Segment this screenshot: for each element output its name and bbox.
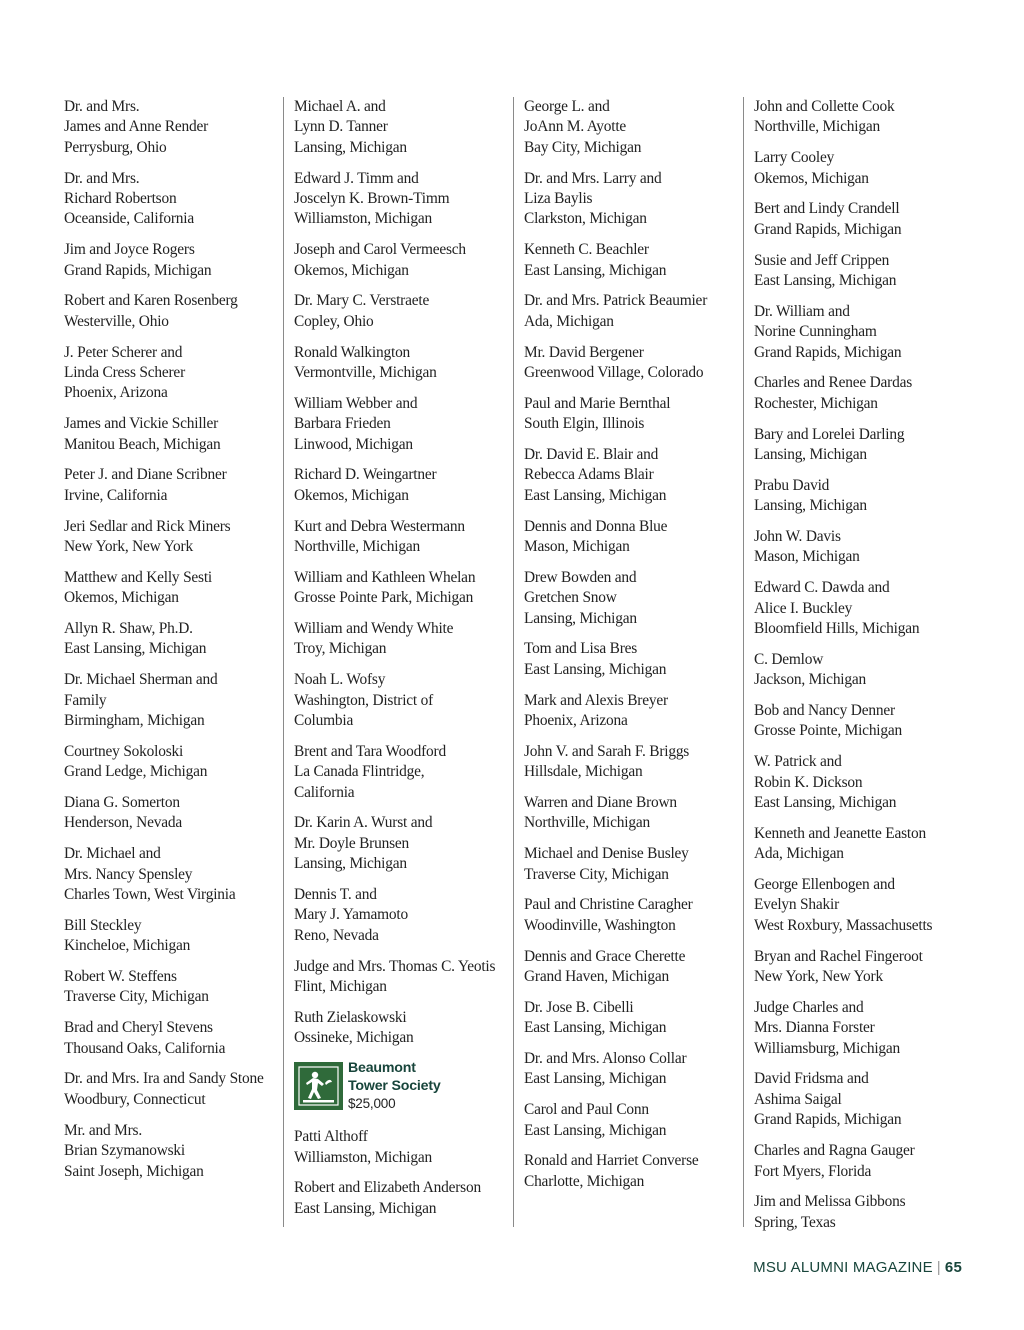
donor-entry xyxy=(64,517,278,558)
donor-entry xyxy=(524,639,738,680)
donor-entry xyxy=(524,394,738,435)
donor-name: Mrs. Dianna Forster xyxy=(754,1019,875,1037)
donor-entry xyxy=(754,1141,968,1182)
donor-entry xyxy=(294,517,508,558)
donor-name: Alice I. Buckley xyxy=(754,599,853,617)
donor-name: George L. and xyxy=(524,98,610,115)
donor-entry xyxy=(754,701,968,742)
donor-entry xyxy=(754,824,968,865)
donor-name: Brent and Tara Woodford xyxy=(294,742,446,760)
donor-name: Evelyn Shakir xyxy=(754,896,840,914)
donor-name: Dr. Michael Sherman and xyxy=(64,671,218,689)
magazine-title: MSU ALUMNI MAGAZINE xyxy=(753,1259,933,1276)
donor-entry xyxy=(524,445,738,506)
donor-name: Norine Cunningham xyxy=(754,323,877,341)
donor-entry xyxy=(294,957,508,998)
donor-location: Charlotte, Michigan xyxy=(524,1172,645,1190)
donor-entry xyxy=(524,240,738,281)
donor-name: Michael A. and xyxy=(294,98,386,115)
donor-name: William and Wendy White xyxy=(294,620,454,638)
donor-entry xyxy=(64,967,278,1008)
donor-entry xyxy=(294,465,508,506)
donor-name: Dr. Mary C. Verstraete xyxy=(294,292,430,310)
donor-location: Lansing, Michigan xyxy=(524,609,637,627)
donor-entry xyxy=(754,650,968,691)
donor-name: Allyn R. Shaw, Ph.D. xyxy=(64,620,193,638)
donor-location: East Lansing, Michigan xyxy=(294,1199,437,1217)
donor-name: Gretchen Snow xyxy=(524,589,617,607)
donor-location: Grosse Pointe, Michigan xyxy=(754,722,903,740)
donor-entry xyxy=(64,670,278,731)
donor-name: Judge Charles and xyxy=(754,998,864,1016)
donor-location: Williamsburg, Michigan xyxy=(754,1039,901,1057)
donor-location: Phoenix, Arizona xyxy=(524,712,628,730)
donor-location: Lansing, Michigan xyxy=(754,497,867,515)
donor-name: Paul and Marie Bernthal xyxy=(524,394,671,412)
donor-entry xyxy=(524,1151,738,1192)
donor-name: Dr. and Mrs. xyxy=(64,98,140,115)
donor-entry xyxy=(524,1049,738,1090)
donor-name: Mrs. Nancy Spensley xyxy=(64,865,193,883)
donor-name: Richard D. Weingartner xyxy=(294,466,437,484)
donor-location: Copley, Ohio xyxy=(294,312,374,330)
donor-location: Lansing, Michigan xyxy=(754,446,867,464)
donor-location: Linwood, Michigan xyxy=(294,435,413,453)
donor-name: Dr. and Mrs. Ira and Sandy Stone xyxy=(64,1070,264,1088)
donor-name: George Ellenbogen and xyxy=(754,876,895,894)
donor-entry xyxy=(294,169,508,230)
donor-location: Mason, Michigan xyxy=(754,548,860,566)
donor-location: Troy, Michigan xyxy=(294,640,387,658)
donor-location: Woodinville, Washington xyxy=(524,916,676,934)
donor-location: Okemos, Michigan xyxy=(294,486,409,504)
donor-name: Joscelyn K. Brown-Timm xyxy=(294,190,450,208)
donor-location: Flint, Michigan xyxy=(294,978,387,996)
donor-name: Bob and Nancy Denner xyxy=(754,702,895,720)
donor-name: Kurt and Debra Westermann xyxy=(294,517,465,535)
donor-name: Dr. Karin A. Wurst and xyxy=(294,814,433,832)
donor-name: Liza Baylis xyxy=(524,190,593,208)
donor-entry xyxy=(294,1178,508,1219)
donor-entry xyxy=(524,1100,738,1141)
donor-location: Grand Ledge, Michigan xyxy=(64,763,208,781)
donor-location: Northville, Michigan xyxy=(754,118,880,136)
donor-entry xyxy=(64,291,278,332)
donor-name: Dennis and Grace Cherette xyxy=(524,947,686,965)
donor-name: William and Kathleen Whelan xyxy=(294,568,476,586)
donor-location: Ada, Michigan xyxy=(524,312,614,330)
donor-location: Westerville, Ohio xyxy=(64,312,169,330)
donor-location: New York, New York xyxy=(64,538,193,556)
donor-column-1 xyxy=(64,97,278,1192)
donor-column-3 xyxy=(513,97,738,1227)
donor-location: Lansing, Michigan xyxy=(294,138,407,156)
donor-location: Williamston, Michigan xyxy=(294,1148,432,1166)
donor-name: Family xyxy=(64,691,107,709)
donor-name: W. Patrick and xyxy=(754,753,842,771)
donor-location: Northville, Michigan xyxy=(294,538,420,556)
donor-entry xyxy=(64,343,278,404)
donor-entry xyxy=(524,291,738,332)
donor-location: Grand Rapids, Michigan xyxy=(64,261,212,279)
donor-entry xyxy=(754,527,968,568)
donor-location: Woodbury, Connecticut xyxy=(64,1090,206,1108)
donor-entry xyxy=(294,343,508,384)
donor-entry xyxy=(64,916,278,957)
donor-name: Robert W. Steffens xyxy=(64,968,177,986)
donor-entry xyxy=(754,148,968,189)
donor-location: Bay City, Michigan xyxy=(524,138,642,156)
donor-name: Lynn D. Tanner xyxy=(294,118,388,136)
donor-name: David Fridsma and xyxy=(754,1070,869,1088)
donor-name: Larry Cooley xyxy=(754,149,835,167)
donor-name: Dennis and Donna Blue xyxy=(524,517,668,535)
donor-entry xyxy=(64,742,278,783)
donor-entry xyxy=(294,1008,508,1049)
donor-entry xyxy=(754,1069,968,1130)
donor-name: Peter J. and Diane Scribner xyxy=(64,466,227,484)
society-name-line-2: Tower Society xyxy=(348,1078,441,1095)
donor-location: East Lansing, Michigan xyxy=(754,794,897,812)
donor-name: Mark and Alexis Breyer xyxy=(524,691,668,709)
donor-entry xyxy=(64,1121,278,1182)
donor-name: Kenneth C. Beachler xyxy=(524,241,649,259)
donor-name: Courtney Sokoloski xyxy=(64,742,184,760)
donor-location: Reno, Nevada xyxy=(294,926,379,944)
donor-location: East Lansing, Michigan xyxy=(524,1121,667,1139)
donor-name: Jeri Sedlar and Rick Miners xyxy=(64,517,231,535)
donor-location: Charles Town, West Virginia xyxy=(64,886,236,904)
donor-name: Dr. and Mrs. Patrick Beaumier xyxy=(524,292,708,310)
donor-location: Irvine, California xyxy=(64,486,168,504)
donor-name: Washington, District of xyxy=(294,691,434,709)
donor-name: Ronald and Harriet Converse xyxy=(524,1152,699,1170)
donor-name: Edward J. Timm and xyxy=(294,169,419,187)
donor-location: Perrysburg, Ohio xyxy=(64,138,167,156)
donor-name: Bryan and Rachel Fingeroot xyxy=(754,947,923,965)
donor-location: South Elgin, Illinois xyxy=(524,415,645,433)
donor-entry xyxy=(754,875,968,936)
donor-name: William Webber and xyxy=(294,394,418,412)
donor-location: Williamston, Michigan xyxy=(294,210,432,228)
donor-entry xyxy=(754,998,968,1059)
donor-entry xyxy=(524,793,738,834)
society-name-line-1: Beaumont xyxy=(348,1060,416,1077)
donor-name: Charles and Ragna Gauger xyxy=(754,1142,915,1160)
donor-entry xyxy=(294,619,508,660)
donor-location: West Roxbury, Massachusetts xyxy=(754,916,933,934)
donor-name: Dr. and Mrs. Alonso Collar xyxy=(524,1050,687,1068)
donor-entry xyxy=(754,251,968,292)
donor-name: Bary and Lorelei Darling xyxy=(754,425,905,443)
donor-location: Ada, Michigan xyxy=(754,845,844,863)
donor-entry xyxy=(294,670,508,731)
donor-entry xyxy=(294,742,508,803)
society-donor-list xyxy=(294,1127,508,1219)
donor-name: James and Anne Render xyxy=(64,118,209,136)
donor-name: John and Collette Cook xyxy=(754,98,895,115)
donor-name: Robert and Karen Rosenberg xyxy=(64,292,238,310)
donor-entry xyxy=(294,885,508,946)
donor-location: Okemos, Michigan xyxy=(64,589,179,607)
donor-location: Jackson, Michigan xyxy=(754,671,867,689)
donor-location: Grand Rapids, Michigan xyxy=(754,220,902,238)
donor-location: East Lansing, Michigan xyxy=(524,486,667,504)
donor-name: Mr. Doyle Brunsen xyxy=(294,834,410,852)
donor-entry xyxy=(524,343,738,384)
donor-location: Traverse City, Michigan xyxy=(64,988,209,1006)
donor-location: Oceanside, California xyxy=(64,210,194,228)
donor-name: Judge and Mrs. Thomas C. Yeotis xyxy=(294,957,496,975)
donor-name: Paul and Christine Caragher xyxy=(524,896,693,914)
donor-entry xyxy=(64,169,278,230)
donor-name: Dr. David E. Blair and xyxy=(524,446,659,464)
donor-entry xyxy=(294,240,508,281)
donor-location: Thousand Oaks, California xyxy=(64,1039,226,1057)
donor-location: Grand Rapids, Michigan xyxy=(754,343,902,361)
donor-entry xyxy=(754,476,968,517)
donor-name: Mr. David Bergener xyxy=(524,343,644,361)
donor-name: C. Demlow xyxy=(754,650,824,668)
donor-entry xyxy=(294,1127,508,1168)
donor-name: Rebecca Adams Blair xyxy=(524,466,654,484)
donor-entry xyxy=(64,1018,278,1059)
donor-name: Barbara Frieden xyxy=(294,415,391,433)
donor-location: Columbia xyxy=(294,712,354,730)
donor-entry xyxy=(754,578,968,639)
donor-entry xyxy=(64,465,278,506)
society-amount: $25,000 xyxy=(348,1096,396,1112)
donor-location: Mason, Michigan xyxy=(524,538,630,556)
donor-name: Bert and Lindy Crandell xyxy=(754,200,900,218)
donor-location: California xyxy=(294,783,355,801)
donor-name: Jim and Joyce Rogers xyxy=(64,241,195,259)
donor-name: Dr. William and xyxy=(754,302,850,320)
donor-column-2-list xyxy=(294,97,508,1049)
donor-entry xyxy=(754,302,968,363)
donor-name: Matthew and Kelly Sesti xyxy=(64,568,212,586)
donor-entry xyxy=(754,947,968,988)
donor-entry xyxy=(294,97,508,158)
donor-location: Saint Joseph, Michigan xyxy=(64,1162,204,1180)
donor-column-2 xyxy=(283,97,508,1227)
donor-name: Dr. and Mrs. xyxy=(64,169,140,187)
donor-name: Susie and Jeff Crippen xyxy=(754,251,890,269)
donor-entry xyxy=(524,844,738,885)
donor-entry xyxy=(64,1069,278,1110)
donor-name: J. Peter Scherer and xyxy=(64,343,183,361)
donor-name: Dr. Jose B. Cibelli xyxy=(524,998,634,1016)
donor-location: Manitou Beach, Michigan xyxy=(64,435,221,453)
donor-entry xyxy=(754,373,968,414)
donor-name: Mr. and Mrs. xyxy=(64,1121,142,1139)
donor-entry xyxy=(524,998,738,1039)
donor-name: Edward C. Dawda and xyxy=(754,579,890,597)
donor-location: Lansing, Michigan xyxy=(294,855,407,873)
donor-name: Robert and Elizabeth Anderson xyxy=(294,1179,481,1197)
donor-entry xyxy=(524,947,738,988)
donor-location: Hillsdale, Michigan xyxy=(524,763,643,781)
donor-location: Henderson, Nevada xyxy=(64,814,182,832)
donor-location: Birmingham, Michigan xyxy=(64,712,205,730)
donor-location: Grand Haven, Michigan xyxy=(524,968,669,986)
donor-entry xyxy=(64,97,278,158)
donor-location: Bloomfield Hills, Michigan xyxy=(754,620,920,638)
donor-entry xyxy=(754,425,968,466)
donor-location: Grand Rapids, Michigan xyxy=(754,1111,902,1129)
donor-name: James and Vickie Schiller xyxy=(64,415,219,433)
page-footer xyxy=(753,1259,962,1276)
donor-location: Ossineke, Michigan xyxy=(294,1029,414,1047)
donor-entry xyxy=(754,97,968,138)
donor-name: Patti Althoff xyxy=(294,1128,368,1146)
donor-entry xyxy=(524,568,738,629)
donor-name: Michael and Denise Busley xyxy=(524,845,689,863)
donor-name: John V. and Sarah F. Briggs xyxy=(524,742,690,760)
donor-name: Ruth Zielaskowski xyxy=(294,1008,407,1026)
beaumont-tower-society-heading xyxy=(294,1059,508,1113)
donor-entry xyxy=(64,844,278,905)
donor-entry xyxy=(754,752,968,813)
donor-name: Joseph and Carol Vermeesch xyxy=(294,241,466,259)
donor-name: Brian Szymanowski xyxy=(64,1142,185,1160)
donor-entry xyxy=(524,742,738,783)
donor-name: Richard Robertson xyxy=(64,190,177,208)
donor-name: Prabu David xyxy=(754,476,830,494)
donor-entry xyxy=(294,568,508,609)
donor-entry xyxy=(754,1192,968,1233)
donor-location: Kincheloe, Michigan xyxy=(64,937,191,955)
donor-location: Traverse City, Michigan xyxy=(524,865,669,883)
donor-name: Robin K. Dickson xyxy=(754,773,863,791)
donor-name: Noah L. Wofsy xyxy=(294,671,386,689)
donor-entry xyxy=(294,394,508,455)
donor-entry xyxy=(64,414,278,455)
beaumont-tower-statue-icon xyxy=(294,1062,343,1110)
donor-column-4 xyxy=(743,97,968,1231)
donor-location: Phoenix, Arizona xyxy=(64,384,168,402)
donor-location: East Lansing, Michigan xyxy=(524,261,667,279)
donor-name: Dennis T. and xyxy=(294,886,377,904)
donor-name: JoAnn M. Ayotte xyxy=(524,118,627,136)
donor-entry xyxy=(294,813,508,874)
donor-name: Diana G. Somerton xyxy=(64,794,180,812)
donor-name: John W. Davis xyxy=(754,528,841,546)
donor-entry xyxy=(524,97,738,158)
donor-location: East Lansing, Michigan xyxy=(524,1070,667,1088)
donor-entry xyxy=(524,169,738,230)
donor-name: Kenneth and Jeanette Easton xyxy=(754,824,926,842)
page-number: 65 xyxy=(944,1259,962,1276)
donor-name: Ashima Saigal xyxy=(754,1090,842,1108)
donor-name: Charles and Renee Dardas xyxy=(754,374,913,392)
donor-entry xyxy=(754,199,968,240)
donor-location: Grosse Pointe Park, Michigan xyxy=(294,589,474,607)
donor-name: Jim and Melissa Gibbons xyxy=(754,1193,906,1211)
donor-name: Bill Steckley xyxy=(64,916,142,934)
donor-name: Linda Cress Scherer xyxy=(64,364,185,382)
donor-name: Ronald Walkington xyxy=(294,343,411,361)
donor-entry xyxy=(524,517,738,558)
donor-name: La Canada Flintridge, xyxy=(294,763,425,781)
donor-entry xyxy=(524,691,738,732)
donor-name: Brad and Cheryl Stevens xyxy=(64,1019,213,1037)
donor-entry xyxy=(294,291,508,332)
donor-name: Mary J. Yamamoto xyxy=(294,906,408,924)
donor-entry xyxy=(64,568,278,609)
donor-location: Spring, Texas xyxy=(754,1213,836,1231)
donor-name: Warren and Diane Brown xyxy=(524,794,677,812)
donor-location: East Lansing, Michigan xyxy=(754,272,897,290)
donor-location: East Lansing, Michigan xyxy=(64,640,207,658)
donor-location: East Lansing, Michigan xyxy=(524,1019,667,1037)
donor-entry xyxy=(64,619,278,660)
donor-location: New York, New York xyxy=(754,968,883,986)
donor-entry xyxy=(64,240,278,281)
donor-location: East Lansing, Michigan xyxy=(524,660,667,678)
donor-name: Carol and Paul Conn xyxy=(524,1101,649,1119)
donor-name: Tom and Lisa Bres xyxy=(524,640,638,658)
donor-location: Okemos, Michigan xyxy=(754,169,869,187)
donor-name: Dr. Michael and xyxy=(64,845,161,863)
donor-location: Fort Myers, Florida xyxy=(754,1162,872,1180)
donor-name: Dr. and Mrs. Larry and xyxy=(524,169,662,187)
donor-location: Okemos, Michigan xyxy=(294,261,409,279)
footer-separator: | xyxy=(936,1259,941,1276)
donor-location: Vermontville, Michigan xyxy=(294,364,437,382)
donor-entry xyxy=(64,793,278,834)
donor-name: Drew Bowden and xyxy=(524,568,637,586)
donor-location: Clarkston, Michigan xyxy=(524,210,647,228)
donor-entry xyxy=(524,895,738,936)
donor-location: Rochester, Michigan xyxy=(754,394,878,412)
donor-location: Greenwood Village, Colorado xyxy=(524,364,704,382)
donor-location: Northville, Michigan xyxy=(524,814,650,832)
